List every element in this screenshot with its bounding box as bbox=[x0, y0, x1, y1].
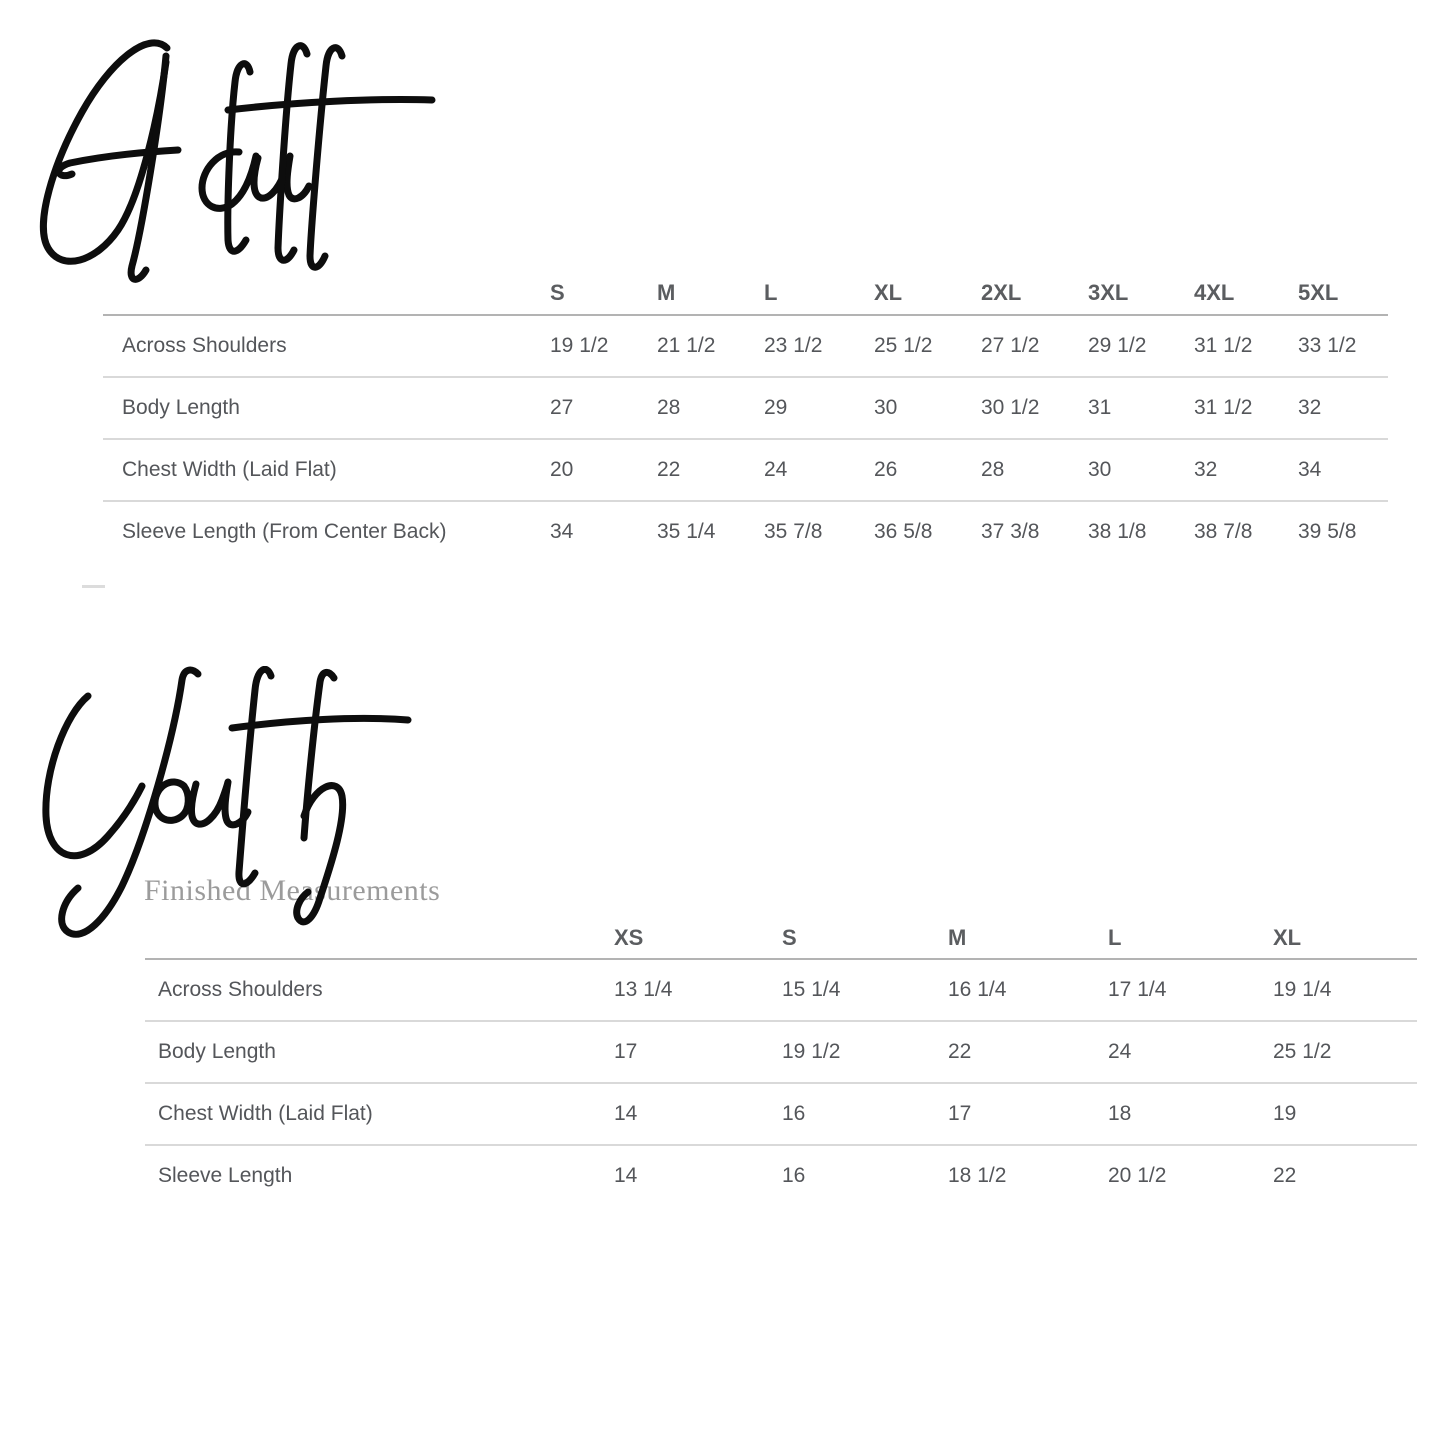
letter-t bbox=[310, 48, 342, 268]
size-value: 28 bbox=[981, 439, 1088, 501]
size-value: 21 1/2 bbox=[657, 315, 764, 377]
size-value: 16 bbox=[782, 1083, 948, 1145]
size-value: 37 3/8 bbox=[981, 520, 1040, 543]
size-value: 18 bbox=[1108, 1083, 1273, 1145]
size-col-header: 3XL bbox=[1088, 272, 1194, 315]
letter-t-crossbar bbox=[232, 718, 408, 728]
youth-heading-script bbox=[26, 666, 418, 958]
size-value: 35 1/4 bbox=[657, 520, 716, 543]
table-row bbox=[103, 377, 1388, 439]
size-value: 30 bbox=[874, 377, 981, 439]
size-value: 20 bbox=[550, 439, 657, 501]
finished-measurements-label: Finished Measurements bbox=[144, 874, 441, 907]
size-value: 34 bbox=[550, 520, 574, 543]
table-row bbox=[103, 315, 1388, 377]
size-value: 13 1/4 bbox=[614, 959, 782, 1021]
row-label: Sleeve Length bbox=[158, 1164, 293, 1187]
size-value: 22 bbox=[1273, 1164, 1297, 1187]
size-value: 17 bbox=[948, 1083, 1108, 1145]
table-row bbox=[103, 501, 1388, 562]
size-value: 16 1/4 bbox=[948, 959, 1108, 1021]
letter-t-crossbar bbox=[228, 99, 432, 110]
letter-d-stem bbox=[228, 64, 250, 252]
size-value: 14 bbox=[614, 1083, 782, 1145]
row-label: Sleeve Length (From Center Back) bbox=[122, 520, 447, 543]
size-value: 24 bbox=[1108, 1021, 1273, 1083]
size-value: 19 1/2 bbox=[782, 1021, 948, 1083]
size-value: 29 bbox=[764, 377, 874, 439]
size-value: 32 bbox=[1298, 377, 1388, 439]
size-col-header: 4XL bbox=[1194, 272, 1298, 315]
size-col-header: S bbox=[782, 917, 948, 959]
letter-A-downstroke bbox=[131, 56, 166, 279]
letter-Y-left-curve bbox=[46, 696, 142, 856]
size-value: 19 1/2 bbox=[550, 315, 657, 377]
size-value: 35 7/8 bbox=[764, 520, 823, 543]
size-value: 18 1/2 bbox=[948, 1164, 1007, 1187]
letter-u bbox=[191, 782, 248, 825]
size-value: 22 bbox=[657, 439, 764, 501]
row-label: Across Shoulders bbox=[103, 315, 550, 377]
letter-o bbox=[155, 782, 188, 820]
letter-l bbox=[278, 46, 307, 261]
size-value: 19 bbox=[1273, 1083, 1417, 1145]
size-value: 38 1/8 bbox=[1088, 520, 1147, 543]
size-value: 17 bbox=[614, 1021, 782, 1083]
size-value: 27 1/2 bbox=[981, 315, 1088, 377]
size-value: 24 bbox=[764, 439, 874, 501]
size-value: 33 1/2 bbox=[1298, 315, 1388, 377]
letter-A-crossbar bbox=[59, 150, 178, 176]
size-value: 23 1/2 bbox=[764, 315, 874, 377]
size-value: 34 bbox=[1298, 439, 1388, 501]
adult-size-table bbox=[103, 272, 1388, 562]
size-value: 28 bbox=[657, 377, 764, 439]
size-value: 25 1/2 bbox=[1273, 1021, 1417, 1083]
size-col-header: XL bbox=[1273, 917, 1417, 959]
size-col-header: M bbox=[657, 272, 764, 315]
adult-heading-script bbox=[26, 34, 438, 290]
table-row bbox=[145, 1083, 1417, 1145]
size-col-header: 2XL bbox=[981, 272, 1088, 315]
size-col-header: XS bbox=[614, 917, 782, 959]
size-value: 29 1/2 bbox=[1088, 315, 1194, 377]
row-label: Body Length bbox=[145, 1021, 614, 1083]
size-value: 19 1/4 bbox=[1273, 959, 1417, 1021]
table-row bbox=[103, 439, 1388, 501]
size-value: 36 5/8 bbox=[874, 520, 933, 543]
size-value: 38 7/8 bbox=[1194, 520, 1253, 543]
size-value: 26 bbox=[874, 439, 981, 501]
size-value: 17 1/4 bbox=[1108, 959, 1273, 1021]
row-label: Chest Width (Laid Flat) bbox=[103, 439, 550, 501]
letter-t bbox=[239, 669, 271, 883]
row-label: Body Length bbox=[103, 377, 550, 439]
size-col-header: L bbox=[764, 272, 874, 315]
size-value: 16 bbox=[782, 1164, 806, 1187]
row-label: Chest Width (Laid Flat) bbox=[145, 1083, 614, 1145]
size-col-header: S bbox=[550, 272, 657, 315]
size-value: 32 bbox=[1194, 439, 1298, 501]
size-value: 15 1/4 bbox=[782, 959, 948, 1021]
size-col-header: M bbox=[948, 917, 1108, 959]
size-value: 31 bbox=[1088, 377, 1194, 439]
size-value: 27 bbox=[550, 377, 657, 439]
size-value: 31 1/2 bbox=[1194, 315, 1298, 377]
row-label: Across Shoulders bbox=[145, 959, 614, 1021]
size-col-header: XL bbox=[874, 272, 981, 315]
size-value: 22 bbox=[948, 1021, 1108, 1083]
size-col-header: 5XL bbox=[1298, 272, 1388, 315]
size-value: 30 bbox=[1088, 439, 1194, 501]
youth-size-table bbox=[145, 917, 1417, 1206]
table-row bbox=[145, 1021, 1417, 1083]
size-value: 25 1/2 bbox=[874, 315, 981, 377]
table-row bbox=[145, 959, 1417, 1021]
size-value: 39 5/8 bbox=[1298, 520, 1357, 543]
stray-divider-mark bbox=[82, 585, 105, 588]
size-value: 30 1/2 bbox=[981, 377, 1088, 439]
size-value: 20 1/2 bbox=[1108, 1164, 1167, 1187]
size-value: 14 bbox=[614, 1164, 638, 1187]
size-col-header: L bbox=[1108, 917, 1273, 959]
size-value: 31 1/2 bbox=[1194, 377, 1298, 439]
table-row bbox=[145, 1145, 1417, 1206]
